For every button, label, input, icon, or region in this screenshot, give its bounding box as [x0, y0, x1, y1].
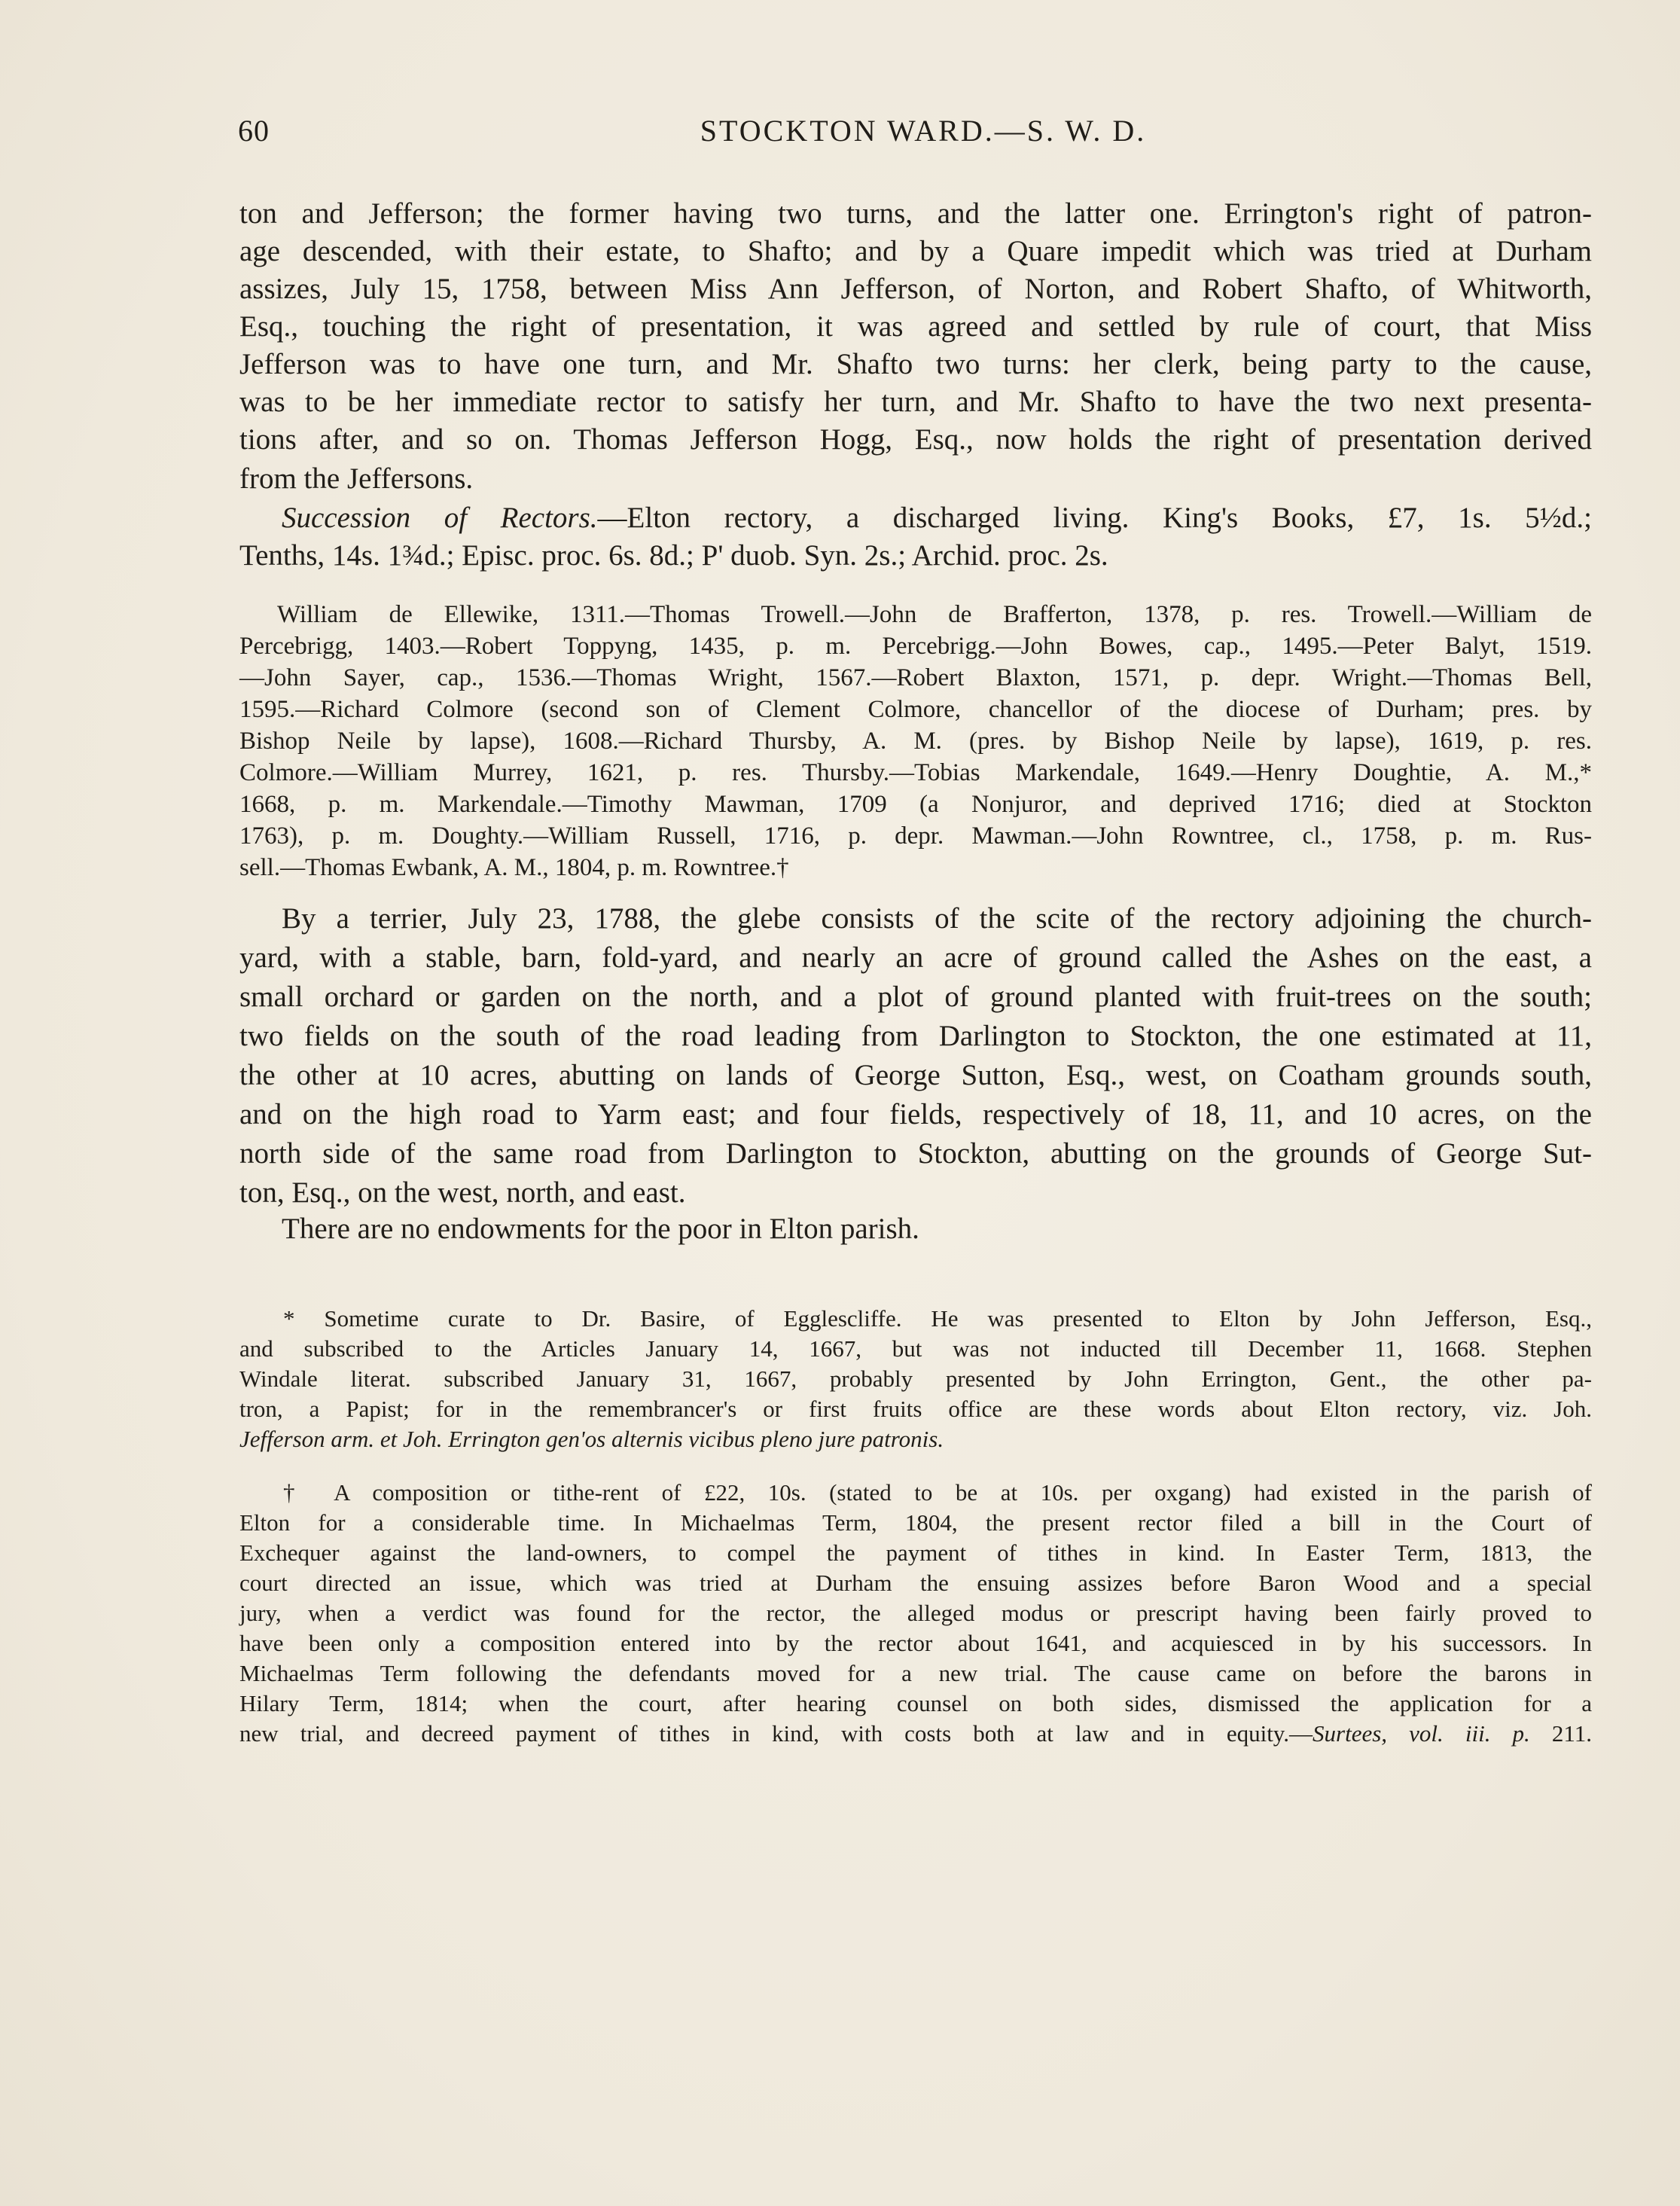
footnote-line: tron, a Papist; for in the remembrancer's or first fruits office are these words about Elton rectory, viz. Joh.: [239, 1396, 1592, 1422]
footnote-line: Michaelmas Term following the defendants moved for a new trial. The cause came on before the barons in: [239, 1660, 1592, 1686]
footnote-line: [239, 1427, 1592, 1451]
body-line: tions after, and so on. Thomas Jefferson Hogg, Esq., now holds the right of presentation derived: [239, 423, 1592, 456]
rector-list-line: 1595.—Richard Colmore (second son of Clement Colmore, chancellor of the diocese of Durham; pres. by: [239, 696, 1592, 723]
footnote-line: jury, when a verdict was found for the rector, the alleged modus or prescript having been fairly proved to: [239, 1600, 1592, 1626]
succession-line: Tenths, 14s. 1¾d.; Episc. proc. 6s. 8d.; P' duob. Syn. 2s.; Archid. proc. 2s.: [239, 539, 1108, 572]
footnote-line: Hilary Term, 1814; when the court, after hearing counsel on both sides, dismissed the application for a: [239, 1690, 1592, 1716]
endowments-line: There are no endowments for the poor in Elton parish.: [282, 1213, 919, 1245]
body-line: age descended, with their estate, to Shafto; and by a Quare impedit which was tried at Durham: [239, 235, 1592, 267]
body-line: the other at 10 acres, abutting on lands of George Sutton, Esq., west, on Coatham grounds south,: [239, 1059, 1592, 1091]
footnote-line: court directed an issue, which was tried at Durham the ensuing assizes before Baron Wood and a special: [239, 1570, 1592, 1596]
footnote-line: have been only a composition entered into by the rector about 1641, and acquiesced in by his successors. In: [239, 1630, 1592, 1656]
body-line: Esq., touching the right of presentation, it was agreed and settled by rule of court, that Miss: [239, 310, 1592, 343]
rector-list-line: Colmore.—William Murrey, 1621, p. res. Thursby.—Tobias Markendale, 1649.—Henry Doughtie, A. M.,*: [239, 759, 1592, 786]
rector-list-line: Percebrigg, 1403.—Robert Toppyng, 1435, p. m. Percebrigg.—John Bowes, cap., 1495.—Peter Balyt, 1519.: [239, 633, 1592, 660]
footnote-line: Elton for a considerable time. In Michaelmas Term, 1804, the present rector filed a bill in the Court of: [239, 1509, 1592, 1536]
body-line: yard, with a stable, barn, fold-yard, and nearly an acre of ground called the Ashes on the east, a: [239, 941, 1592, 974]
body-line: north side of the same road from Darlington to Stockton, abutting on the grounds of George Sut-: [239, 1137, 1592, 1170]
footnote-text: new trial, and decreed payment of tithes in kind, with costs both at law and in equity.—: [239, 1720, 1313, 1747]
body-line: and on the high road to Yarm east; and four fields, respectively of 18, 11, and 10 acres, on the: [239, 1098, 1592, 1130]
rector-list-line: 1763), p. m. Doughty.—William Russell, 1716, p. depr. Mawman.—John Rowntree, cl., 1758, p. m. Rus-: [239, 822, 1592, 850]
succession-line: [282, 503, 1592, 532]
body-line: small orchard or garden on the north, and a plot of ground planted with fruit-trees on the south;: [239, 981, 1592, 1013]
footnote-page-ref: 211.: [1529, 1720, 1592, 1747]
footnote-line: * Sometime curate to Dr. Basire, of Egglescliffe. He was presented to Elton by John Jefferson, Esq.,: [283, 1305, 1592, 1332]
footnote-line: Exchequer against the land-owners, to compel the payment of tithes in kind. In Easter Term, 1813, the: [239, 1539, 1592, 1566]
body-line: By a terrier, July 23, 1788, the glebe consists of the scite of the rectory adjoining the church-: [282, 902, 1592, 935]
body-line: ton and Jefferson; the former having two turns, and the latter one. Errington's right of patron-: [239, 197, 1592, 230]
footnote-line: and subscribed to the Articles January 14, 1667, but was not inducted till December 11, 1668. Stephen: [239, 1335, 1592, 1362]
footnote-line: Windale literat. subscribed January 31, 1667, probably presented by John Errington, Gent., the other pa-: [239, 1365, 1592, 1392]
footnote-line: † A composition or tithe-rent of £22, 10s. (stated to be at 10s. per oxgang) had existed in the parish of: [283, 1479, 1592, 1506]
body-line: from the Jeffersons.: [239, 462, 474, 495]
body-line: was to be her immediate rector to satisfy her turn, and Mr. Shafto to have the two next presenta-: [239, 386, 1592, 418]
rector-list-line: Bishop Neile by lapse), 1608.—Richard Thursby, A. M. (pres. by Bishop Neile by lapse), 1619, p. res.: [239, 728, 1592, 755]
body-line: Jefferson was to have one turn, and Mr. Shafto two turns: her clerk, being party to the cause,: [239, 348, 1592, 380]
page-header: [238, 113, 1593, 158]
footnote-citation: Surtees, vol. iii. p.: [1313, 1720, 1530, 1747]
rector-list-line: sell.—Thomas Ewbank, A. M., 1804, p. m. Rowntree.†: [239, 854, 789, 881]
succession-heading: Succession of Rectors.: [282, 502, 598, 534]
page-number: 60: [238, 114, 270, 148]
footnote-latin: Jefferson arm. et Joh. Errington gen'os alternis vicibus pleno jure patronis.: [239, 1426, 944, 1452]
footnote-line: [239, 1722, 1592, 1745]
rector-list-line: —John Sayer, cap., 1536.—Thomas Wright, 1567.—Robert Blaxton, 1571, p. depr. Wright.—Thomas Bell,: [239, 664, 1592, 691]
body-line: two fields on the south of the road leading from Darlington to Stockton, the one estimated at 11,: [239, 1020, 1592, 1052]
rector-list-line: 1668, p. m. Markendale.—Timothy Mawman, 1709 (a Nonjuror, and deprived 1716; died at Stockton: [239, 791, 1592, 818]
body-line: assizes, July 15, 1758, between Miss Ann Jefferson, of Norton, and Robert Shafto, of Whitworth,: [239, 273, 1592, 305]
succession-text: —Elton rectory, a discharged living. King's Books, £7, 1s. 5½d.;: [597, 502, 1593, 534]
body-line: ton, Esq., on the west, north, and east.: [239, 1176, 686, 1209]
rector-list-line: William de Ellewike, 1311.—Thomas Trowell.—John de Brafferton, 1378, p. res. Trowell.—William de: [277, 601, 1592, 628]
running-title: STOCKTON WARD.—S. W. D.: [700, 114, 1147, 148]
